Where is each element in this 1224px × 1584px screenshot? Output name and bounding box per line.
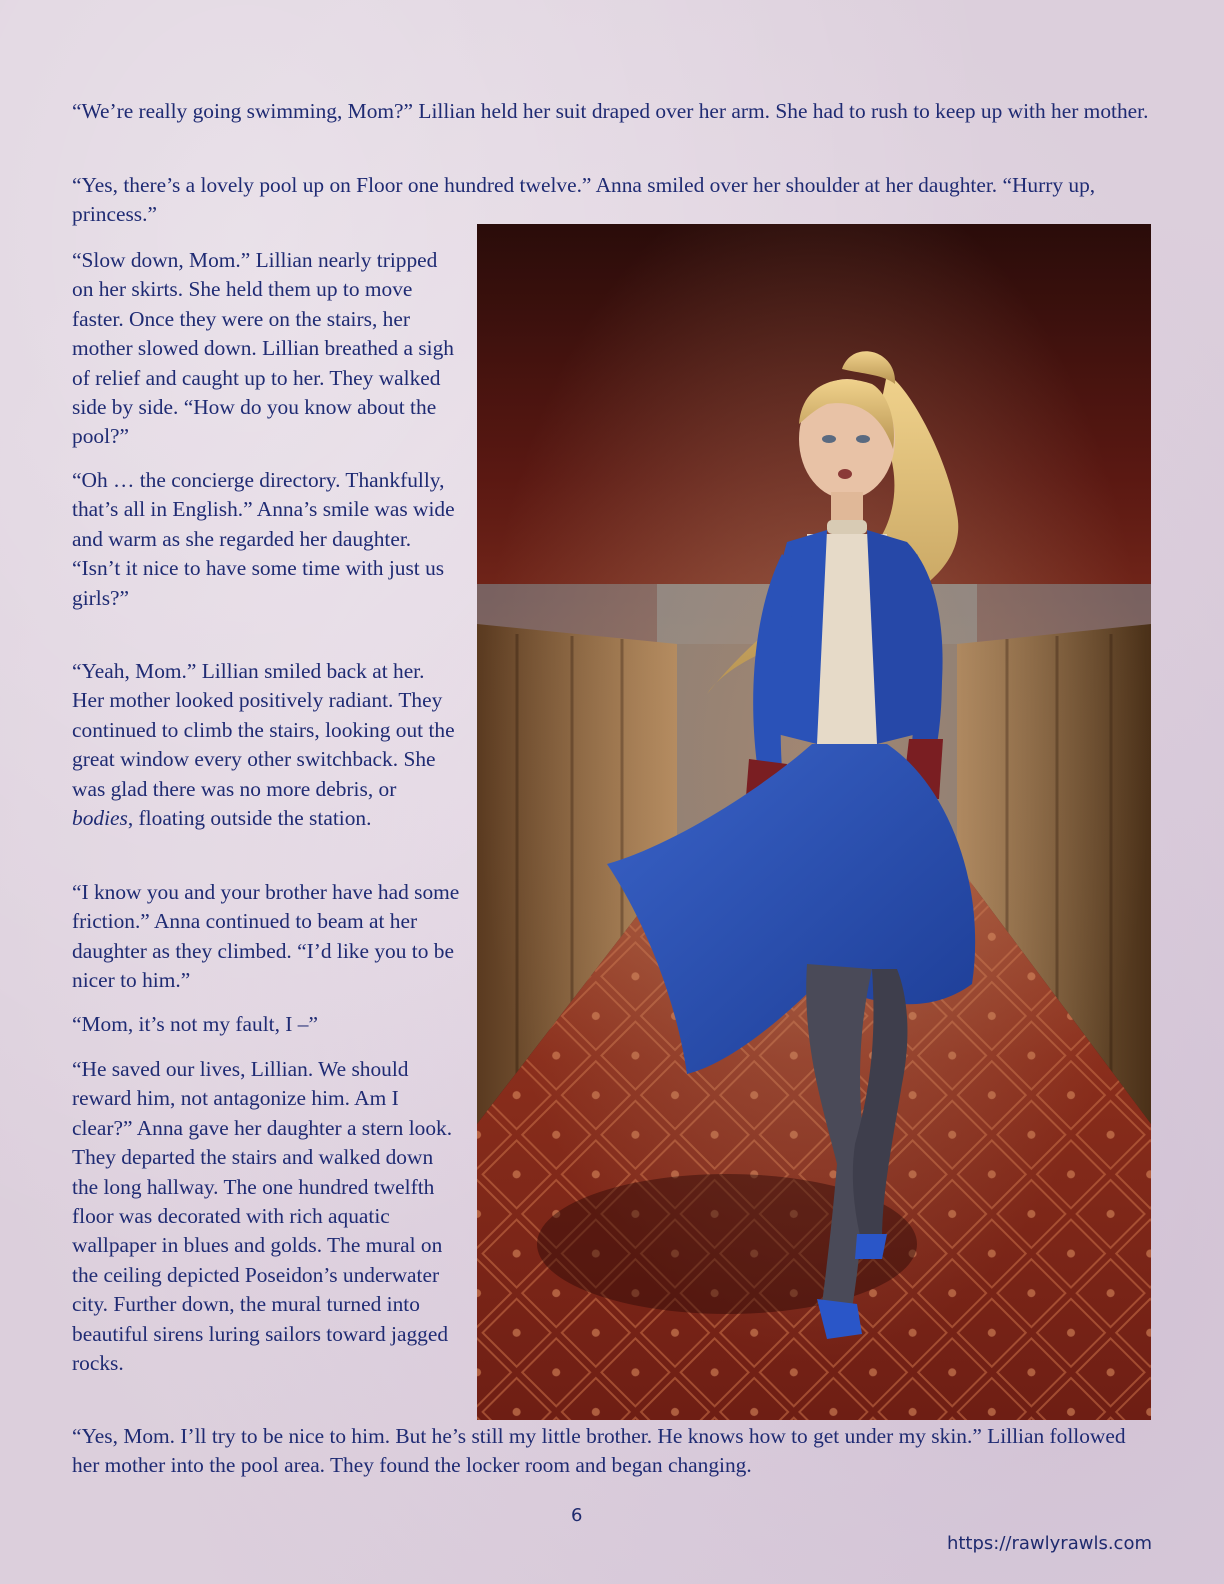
paragraph-5-text-a: “Yeah, Mom.” Lillian smiled back at her. Her mother looked positively radiant. They continued to climb the stairs, looking out the great window every other switchback. She was glad there was no more debris, or xyxy=(72,659,455,801)
paragraph-7: “Mom, it’s not my fault, I –” xyxy=(72,1012,318,1036)
story-illustration xyxy=(477,224,1151,1420)
paragraph-9: “Yes, Mom. I’ll try to be nice to him. But he’s still my little brother. He knows how to get under my skin.” Lillian followed her mother into the pool area. They found the locker room and began changing. xyxy=(72,1424,1126,1478)
paragraph-6: “I know you and your brother have had some friction.” Anna continued to beam at her daughter as they climbed. “I’d like you to be nicer to him.” xyxy=(72,880,460,993)
page-number: 6 xyxy=(571,1505,583,1526)
website-link[interactable]: https://rawlyrawls.com xyxy=(946,1533,1152,1554)
paragraph-5-text-b: , floating outside the station. xyxy=(127,806,372,831)
paragraph-5-emphasis: bodies xyxy=(72,806,128,831)
paragraph-2: “Yes, there’s a lovely pool up on Floor one hundred twelve.” Anna smiled over her shoulder at her daughter. “Hurry up, princess.” xyxy=(72,173,1096,227)
paragraph-8: “He saved our lives, Lillian. We should reward him, not antagonize him. Am I clear?” Anna gave her daughter a stern look. They departed the stairs and walked down the long hallway. The one hundred twelfth floor was decorated with rich aquatic wallpaper in blues and golds. The mural on the ceiling depicted Poseidon’s underwater city. Further down, the mural turned into beautiful sirens luring sailors toward jagged rocks. xyxy=(72,1057,453,1376)
paragraph-4: “Oh … the concierge directory. Thankfully, that’s all in English.” Anna’s smile was wide and warm as she regarded her daughter. “Isn’t it nice to have some time with just us girls?” xyxy=(72,468,455,610)
paragraph-1: “We’re really going swimming, Mom?” Lillian held her suit draped over her arm. She had to rush to keep up with her mother. xyxy=(72,99,1149,123)
paragraph-3: “Slow down, Mom.” Lillian nearly tripped on her skirts. She held them up to move faster. Once they were on the stairs, her mother slowed down. Lillian breathed a sigh of relief and caught up to her. They walked side by side. “How do you know about the pool?” xyxy=(72,248,454,449)
paragraph-5 xyxy=(72,657,460,833)
